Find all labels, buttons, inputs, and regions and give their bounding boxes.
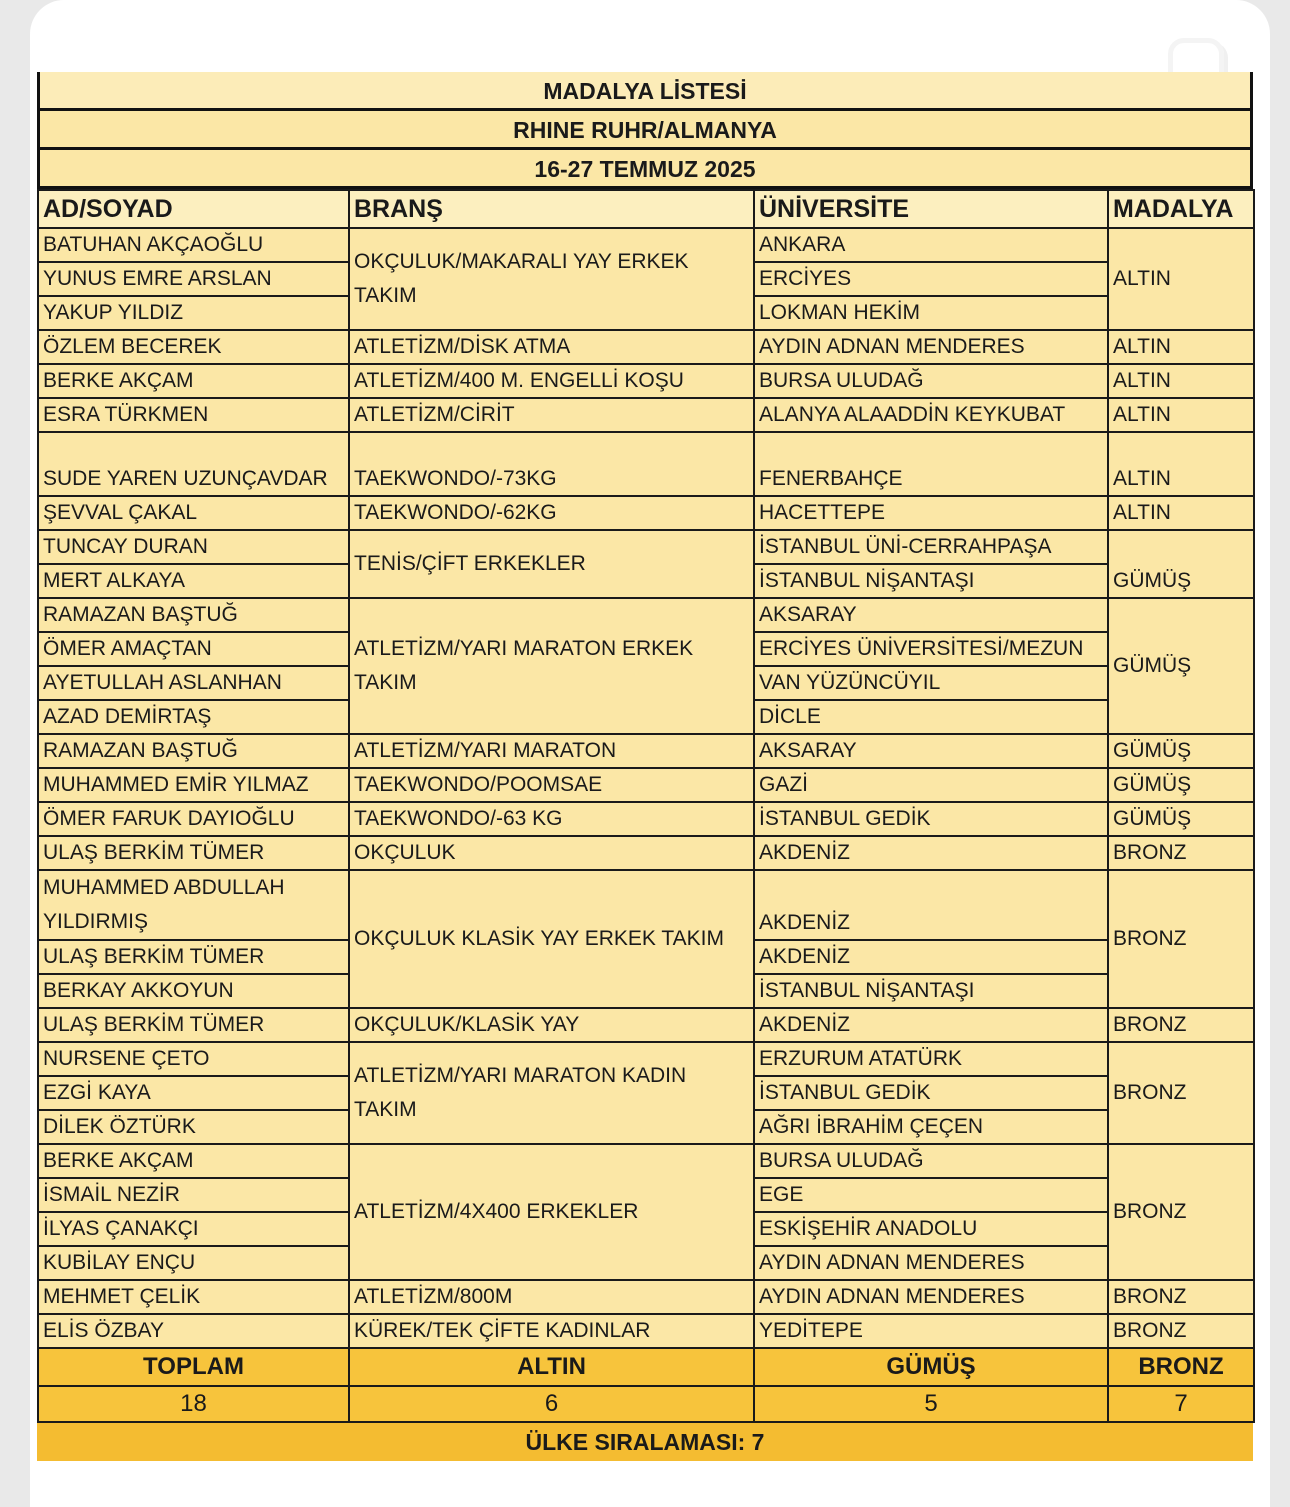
athlete-name: BATUHAN AKÇAOĞLU xyxy=(38,228,349,262)
athlete-name: KUBİLAY ENÇU xyxy=(38,1246,349,1280)
branch-cell: ATLETİZM/DİSK ATMA xyxy=(349,330,754,364)
branch-cell: OKÇULUK xyxy=(349,836,754,870)
university-cell: AKDENİZ xyxy=(754,940,1108,974)
university-cell: AYDIN ADNAN MENDERES xyxy=(754,1280,1108,1314)
table-row xyxy=(38,1008,1254,1042)
athlete-name: ULAŞ BERKİM TÜMER xyxy=(38,1008,349,1042)
medal-cell: BRONZ xyxy=(1108,870,1254,1008)
table-row xyxy=(38,330,1254,364)
medal-cell: GÜMÜŞ xyxy=(1108,530,1254,598)
university-cell: VAN YÜZÜNCÜYIL xyxy=(754,666,1108,700)
athlete-name: MUHAMMED ABDULLAH YILDIRMIŞ xyxy=(38,870,349,940)
athlete-name: İLYAS ÇANAKÇI xyxy=(38,1212,349,1246)
university-cell: BURSA ULUDAĞ xyxy=(754,1144,1108,1178)
sheet-title: MADALYA LİSTESİ xyxy=(37,72,1253,111)
branch-cell: OKÇULUK/KLASİK YAY xyxy=(349,1008,754,1042)
athlete-name: ULAŞ BERKİM TÜMER xyxy=(38,940,349,974)
table-row xyxy=(38,1042,1254,1076)
table-row xyxy=(38,364,1254,398)
branch-cell: TAEKWONDO/-63 KG xyxy=(349,802,754,836)
summary-total-label: TOPLAM xyxy=(38,1348,349,1386)
athlete-name: AZAD DEMİRTAŞ xyxy=(38,700,349,734)
header-branch: BRANŞ xyxy=(349,190,754,228)
athlete-name: NURSENE ÇETO xyxy=(38,1042,349,1076)
branch-cell: TENİS/ÇİFT ERKEKLER xyxy=(349,530,754,598)
university-cell: ALANYA ALAADDİN KEYKUBAT xyxy=(754,398,1108,432)
university-cell: HACETTEPE xyxy=(754,496,1108,530)
table-row xyxy=(38,836,1254,870)
table-row xyxy=(38,1280,1254,1314)
summary-bronze-value: 7 xyxy=(1108,1386,1254,1422)
athlete-name: ESRA TÜRKMEN xyxy=(38,398,349,432)
university-cell: ERCİYES xyxy=(754,262,1108,296)
medal-cell: ALTIN xyxy=(1108,432,1254,496)
summary-silver-label: GÜMÜŞ xyxy=(754,1348,1108,1386)
athlete-name: ÖMER AMAÇTAN xyxy=(38,632,349,666)
table-row xyxy=(38,598,1254,632)
athlete-name: YUNUS EMRE ARSLAN xyxy=(38,262,349,296)
table-row xyxy=(38,432,1254,496)
table-row xyxy=(38,496,1254,530)
medal-cell: BRONZ xyxy=(1108,1042,1254,1144)
medal-cell: BRONZ xyxy=(1108,1280,1254,1314)
university-cell: AKSARAY xyxy=(754,734,1108,768)
table-row xyxy=(38,734,1254,768)
university-cell: AKDENİZ xyxy=(754,870,1108,940)
table-row xyxy=(38,870,1254,940)
table-row xyxy=(38,768,1254,802)
summary-silver-value: 5 xyxy=(754,1386,1108,1422)
university-cell: EGE xyxy=(754,1178,1108,1212)
table-row xyxy=(38,228,1254,262)
university-cell: İSTANBUL ÜNİ-CERRAHPAŞA xyxy=(754,530,1108,564)
branch-cell: ATLETİZM/YARI MARATON KADIN TAKIM xyxy=(349,1042,754,1144)
branch-cell: KÜREK/TEK ÇİFTE KADINLAR xyxy=(349,1314,754,1348)
university-cell: ERZURUM ATATÜRK xyxy=(754,1042,1108,1076)
university-cell: ERCİYES ÜNİVERSİTESİ/MEZUN xyxy=(754,632,1108,666)
university-cell: DİCLE xyxy=(754,700,1108,734)
medal-cell: ALTIN xyxy=(1108,364,1254,398)
summary-value-row xyxy=(38,1386,1254,1422)
university-cell: AĞRI İBRAHİM ÇEÇEN xyxy=(754,1110,1108,1144)
athlete-name: ÖMER FARUK DAYIOĞLU xyxy=(38,802,349,836)
branch-cell: ATLETİZM/800M xyxy=(349,1280,754,1314)
medal-cell: ALTIN xyxy=(1108,496,1254,530)
athlete-name: YAKUP YILDIZ xyxy=(38,296,349,330)
medal-cell: ALTIN xyxy=(1108,330,1254,364)
athlete-name: EZGİ KAYA xyxy=(38,1076,349,1110)
university-cell: GAZİ xyxy=(754,768,1108,802)
branch-cell: OKÇULUK/MAKARALI YAY ERKEK TAKIM xyxy=(349,228,754,330)
branch-cell: ATLETİZM/4X400 ERKEKLER xyxy=(349,1144,754,1280)
header-medal: MADALYA xyxy=(1108,190,1254,228)
medal-list-sheet xyxy=(37,72,1253,1461)
table-row xyxy=(38,398,1254,432)
university-cell: İSTANBUL GEDİK xyxy=(754,802,1108,836)
branch-cell: TAEKWONDO/-73KG xyxy=(349,432,754,496)
branch-cell: ATLETİZM/YARI MARATON ERKEK TAKIM xyxy=(349,598,754,734)
medal-cell: BRONZ xyxy=(1108,1144,1254,1280)
summary-gold-label: ALTIN xyxy=(349,1348,754,1386)
table-row xyxy=(38,1314,1254,1348)
athlete-name: İSMAİL NEZİR xyxy=(38,1178,349,1212)
university-cell: İSTANBUL NİŞANTAŞI xyxy=(754,974,1108,1008)
medal-table xyxy=(37,189,1255,1423)
athlete-name: MUHAMMED EMİR YILMAZ xyxy=(38,768,349,802)
summary-label-row xyxy=(38,1348,1254,1386)
medal-cell: GÜMÜŞ xyxy=(1108,734,1254,768)
table-row xyxy=(38,1144,1254,1178)
athlete-name: BERKE AKÇAM xyxy=(38,1144,349,1178)
university-cell: ESKİŞEHİR ANADOLU xyxy=(754,1212,1108,1246)
medal-cell: ALTIN xyxy=(1108,398,1254,432)
sheet-location: RHINE RUHR/ALMANYA xyxy=(37,111,1253,150)
university-cell: YEDİTEPE xyxy=(754,1314,1108,1348)
summary-gold-value: 6 xyxy=(349,1386,754,1422)
athlete-name: ŞEVVAL ÇAKAL xyxy=(38,496,349,530)
sheet-dates: 16-27 TEMMUZ 2025 xyxy=(37,150,1253,189)
university-cell: İSTANBUL GEDİK xyxy=(754,1076,1108,1110)
header-name: AD/SOYAD xyxy=(38,190,349,228)
branch-cell: ATLETİZM/CİRİT xyxy=(349,398,754,432)
country-ranking: ÜLKE SIRALAMASI: 7 xyxy=(37,1423,1253,1461)
university-cell: AYDIN ADNAN MENDERES xyxy=(754,1246,1108,1280)
athlete-name: BERKE AKÇAM xyxy=(38,364,349,398)
header-university: ÜNİVERSİTE xyxy=(754,190,1108,228)
athlete-name: RAMAZAN BAŞTUĞ xyxy=(38,598,349,632)
branch-cell: OKÇULUK KLASİK YAY ERKEK TAKIM xyxy=(349,870,754,1008)
university-cell: ANKARA xyxy=(754,228,1108,262)
athlete-name: SUDE YAREN UZUNÇAVDAR xyxy=(38,432,349,496)
branch-cell: TAEKWONDO/POOMSAE xyxy=(349,768,754,802)
medal-cell: BRONZ xyxy=(1108,1008,1254,1042)
athlete-name: ELİS ÖZBAY xyxy=(38,1314,349,1348)
athlete-name: ULAŞ BERKİM TÜMER xyxy=(38,836,349,870)
athlete-name: MEHMET ÇELİK xyxy=(38,1280,349,1314)
medal-cell: GÜMÜŞ xyxy=(1108,768,1254,802)
medal-cell: BRONZ xyxy=(1108,836,1254,870)
medal-cell: GÜMÜŞ xyxy=(1108,802,1254,836)
athlete-name: ÖZLEM BECEREK xyxy=(38,330,349,364)
athlete-name: TUNCAY DURAN xyxy=(38,530,349,564)
medal-cell: BRONZ xyxy=(1108,1314,1254,1348)
athlete-name: DİLEK ÖZTÜRK xyxy=(38,1110,349,1144)
university-cell: LOKMAN HEKİM xyxy=(754,296,1108,330)
medal-cell: ALTIN xyxy=(1108,228,1254,330)
university-cell: AKDENİZ xyxy=(754,836,1108,870)
university-cell: AYDIN ADNAN MENDERES xyxy=(754,330,1108,364)
university-cell: AKSARAY xyxy=(754,598,1108,632)
athlete-name: MERT ALKAYA xyxy=(38,564,349,598)
university-cell: FENERBAHÇE xyxy=(754,432,1108,496)
university-cell: AKDENİZ xyxy=(754,1008,1108,1042)
branch-cell: TAEKWONDO/-62KG xyxy=(349,496,754,530)
athlete-name: BERKAY AKKOYUN xyxy=(38,974,349,1008)
university-cell: BURSA ULUDAĞ xyxy=(754,364,1108,398)
university-cell: İSTANBUL NİŞANTAŞI xyxy=(754,564,1108,598)
summary-total-value: 18 xyxy=(38,1386,349,1422)
table-row xyxy=(38,802,1254,836)
athlete-name: RAMAZAN BAŞTUĞ xyxy=(38,734,349,768)
summary-bronze-label: BRONZ xyxy=(1108,1348,1254,1386)
medal-cell: GÜMÜŞ xyxy=(1108,598,1254,734)
branch-cell: ATLETİZM/400 M. ENGELLİ KOŞU xyxy=(349,364,754,398)
athlete-name: AYETULLAH ASLANHAN xyxy=(38,666,349,700)
table-header-row xyxy=(38,190,1254,228)
branch-cell: ATLETİZM/YARI MARATON xyxy=(349,734,754,768)
table-row xyxy=(38,530,1254,564)
